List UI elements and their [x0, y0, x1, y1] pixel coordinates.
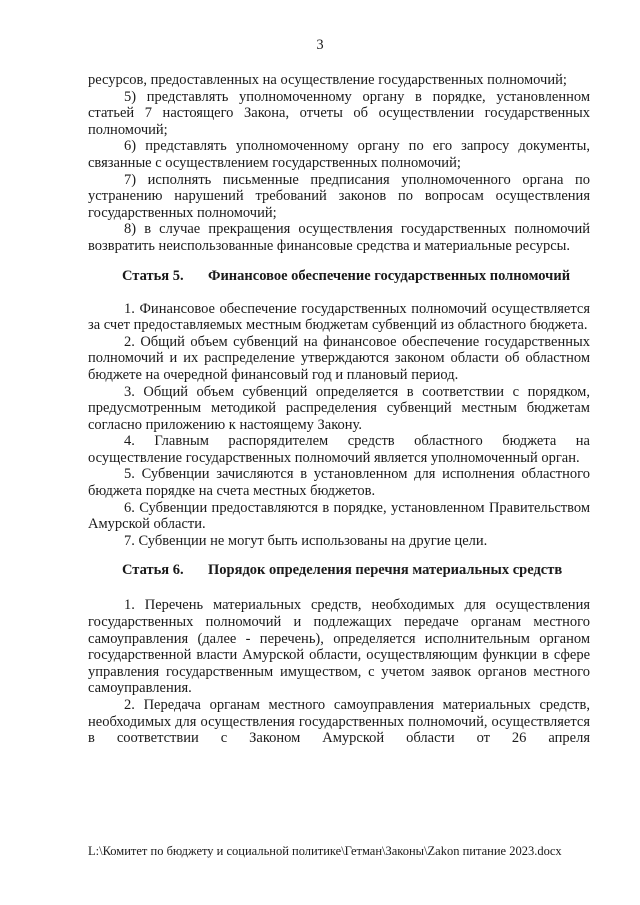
paragraph: 4. Главным распорядителем средств областного бюджета на осуществление государственных полномочий является уполномоченный орган. — [88, 433, 590, 466]
footer-file-path: L:\Комитет по бюджету и социальной политике\Гетман\Законы\Zakon питание 2023.docx — [88, 844, 562, 858]
paragraph: 5. Субвенции зачисляются в установленном для исполнения областного бюджета порядке на счета местных бюджетов. — [88, 466, 590, 500]
article-number: Статья 5. — [122, 267, 184, 284]
article-5-heading — [88, 268, 590, 285]
document-body — [88, 72, 590, 747]
paragraph: 2. Общий объем субвенций на финансовое обеспечение государственных полномочий и их распределение утверждаются законом области об областном бюджете на очередной финансовый год и плановый период. — [88, 333, 590, 383]
paragraph: 7. Субвенции не могут быть использованы на другие цели. — [124, 532, 488, 549]
article-title: Порядок определения перечня материальных средств — [208, 562, 563, 579]
article-number: Статья 6. — [122, 562, 184, 579]
paragraph: 7) исполнять письменные предписания уполномоченного органа по устранению нарушений требований законов по вопросам осуществления государственных полномочий; — [88, 171, 590, 221]
paragraph: 8) в случае прекращения осуществления государственных полномочий возвратить неиспользованные финансовые средства и материальные ресурсы. — [88, 221, 590, 254]
paragraph: 1. Перечень материальных средств, необходимых для осуществления государственных полномочий и подлежащих передаче органам местного самоуправления (далее - перечень), определяется исполнительным органом государственной власти Амурской области, осуществляющим функции в сфере управления государственным имуществом, с учетом заявок органов местного самоуправления. — [88, 597, 590, 697]
article-6-heading — [88, 562, 590, 579]
paragraph: 1. Финансовое обеспечение государственных полномочий осуществляется за счет предоставляемых местным бюджетам субвенций из областного бюджета. — [88, 300, 590, 334]
article-title: Финансовое обеспечение государственных полномочий — [208, 267, 571, 284]
paragraph: 6) представлять уполномоченному органу по его запросу документы, связанные с осуществлением государственных полномочий; — [88, 138, 590, 171]
paragraph: ресурсов, предоставленных на осуществление государственных полномочий; — [88, 72, 567, 88]
paragraph: 3. Общий объем субвенций определяется в соответствии с порядком, предусмотренным методикой распределения субвенций местным бюджетам согласно приложению к настоящему Закону. — [88, 383, 590, 433]
page-number: 3 — [316, 37, 324, 53]
paragraph: 2. Передача органам местного самоуправления материальных средств, необходимых для осуществления государственных полномочий, осуществляется в соответствии с Законом Амурской области от 26 апреля — [88, 697, 590, 747]
paragraph: 6. Субвенции предоставляются в порядке, установленном Правительством Амурской области. — [88, 499, 590, 533]
paragraph: 5) представлять уполномоченному органу в порядке, установленном статьей 7 настоящего Закона, отчеты об осуществлении государственных полномочий; — [88, 88, 590, 138]
